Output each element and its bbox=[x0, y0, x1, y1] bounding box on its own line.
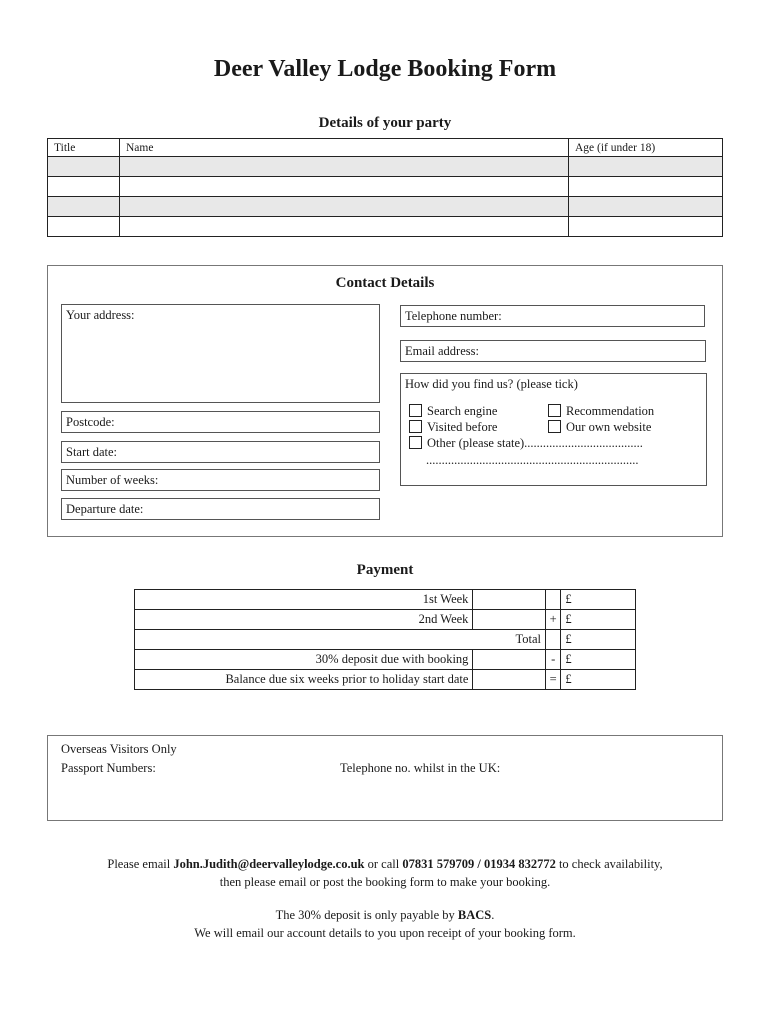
age-cell[interactable] bbox=[569, 177, 723, 197]
party-row bbox=[48, 177, 723, 197]
email-field[interactable] bbox=[400, 340, 706, 362]
name-cell[interactable] bbox=[120, 177, 569, 197]
contact-email-link[interactable]: John.Judith@deervalleylodge.co.uk bbox=[173, 857, 365, 871]
address-label: Your address: bbox=[66, 308, 135, 322]
find-us-question: How did you find us? (please tick) bbox=[405, 377, 578, 391]
payment-amount-cell[interactable] bbox=[473, 610, 546, 630]
payment-amount-cell[interactable] bbox=[473, 670, 546, 690]
title-cell[interactable] bbox=[48, 177, 120, 197]
checkbox[interactable] bbox=[409, 420, 422, 433]
option-label: Recommendation bbox=[566, 404, 655, 418]
address-field[interactable] bbox=[61, 304, 380, 403]
option-search-engine[interactable] bbox=[409, 404, 497, 419]
name-cell[interactable] bbox=[120, 157, 569, 177]
payment-row bbox=[135, 670, 636, 690]
option-other[interactable] bbox=[409, 436, 643, 451]
weeks-field[interactable] bbox=[61, 469, 380, 491]
footer-text: Please email bbox=[107, 857, 174, 871]
age-cell[interactable] bbox=[569, 217, 723, 237]
payment-operator bbox=[546, 590, 561, 610]
option-visited-before[interactable] bbox=[409, 420, 497, 435]
party-row bbox=[48, 217, 723, 237]
footer-text: The 30% deposit is only payable by bbox=[275, 908, 458, 922]
payment-label: 30% deposit due with booking bbox=[135, 650, 473, 670]
payment-label: Total bbox=[135, 630, 546, 650]
party-row bbox=[48, 197, 723, 217]
checkbox[interactable] bbox=[548, 404, 561, 417]
name-cell[interactable] bbox=[120, 197, 569, 217]
name-cell[interactable] bbox=[120, 217, 569, 237]
contact-phone: 07831 579709 / 01934 832772 bbox=[402, 857, 556, 871]
payment-operator: - bbox=[546, 650, 561, 670]
footer-text: to check availability, bbox=[555, 857, 663, 871]
passport-label[interactable]: Passport Numbers: bbox=[61, 761, 156, 775]
departure-label: Departure date: bbox=[66, 502, 144, 516]
party-heading: Details of your party bbox=[318, 115, 452, 131]
email-label: Email address: bbox=[405, 344, 479, 358]
option-label: Other (please state)...................................... bbox=[427, 436, 643, 450]
footer-line-4: We will email our account details to you upon receipt of your booking form. bbox=[194, 926, 576, 940]
start-date-label: Start date: bbox=[66, 445, 118, 459]
postcode-field[interactable] bbox=[61, 411, 380, 433]
option-label: Our own website bbox=[566, 420, 652, 434]
option-label: Search engine bbox=[427, 404, 498, 418]
col-title-header: Title bbox=[48, 139, 120, 157]
payment-label: 1st Week bbox=[135, 590, 473, 610]
footer-line-3 bbox=[0, 906, 770, 924]
payment-currency-cell[interactable]: £ bbox=[561, 630, 636, 650]
col-name-header: Name bbox=[120, 139, 569, 157]
payment-operator bbox=[546, 630, 561, 650]
payment-operator: + bbox=[546, 610, 561, 630]
start-date-field[interactable] bbox=[61, 441, 380, 463]
payment-amount-cell[interactable] bbox=[473, 650, 546, 670]
payment-currency-cell[interactable]: £ bbox=[561, 610, 636, 630]
payment-currency-cell[interactable]: £ bbox=[561, 590, 636, 610]
party-row bbox=[48, 157, 723, 177]
title-cell[interactable] bbox=[48, 157, 120, 177]
footer-text: . bbox=[491, 908, 495, 922]
payment-operator: = bbox=[546, 670, 561, 690]
footer-line-2: then please email or post the booking form to make your booking. bbox=[219, 875, 551, 889]
weeks-label: Number of weeks: bbox=[66, 473, 159, 487]
payment-heading: Payment bbox=[356, 562, 414, 578]
payment-currency-cell[interactable]: £ bbox=[561, 650, 636, 670]
checkbox[interactable] bbox=[548, 420, 561, 433]
form-title: Deer Valley Lodge Booking Form bbox=[213, 56, 557, 82]
overseas-heading: Overseas Visitors Only bbox=[61, 742, 177, 756]
title-cell[interactable] bbox=[48, 197, 120, 217]
age-cell[interactable] bbox=[569, 197, 723, 217]
checkbox[interactable] bbox=[409, 436, 422, 449]
postcode-label: Postcode: bbox=[66, 415, 115, 429]
bacs-text: BACS bbox=[457, 908, 492, 922]
payment-row bbox=[135, 590, 636, 610]
title-cell[interactable] bbox=[48, 217, 120, 237]
option-recommendation[interactable] bbox=[548, 404, 654, 419]
payment-label: 2nd Week bbox=[135, 610, 473, 630]
party-table bbox=[47, 138, 723, 237]
payment-currency-cell[interactable]: £ bbox=[561, 670, 636, 690]
party-header-row bbox=[48, 139, 723, 157]
age-cell[interactable] bbox=[569, 157, 723, 177]
departure-date-field[interactable] bbox=[61, 498, 380, 520]
payment-table bbox=[134, 589, 636, 690]
telephone-label: Telephone number: bbox=[405, 309, 502, 323]
option-label: Visited before bbox=[427, 420, 498, 434]
payment-row bbox=[135, 610, 636, 630]
footer-line-1 bbox=[0, 855, 770, 873]
checkbox[interactable] bbox=[409, 404, 422, 417]
contact-heading: Contact Details bbox=[335, 275, 435, 291]
option-own-website[interactable] bbox=[548, 420, 651, 435]
uk-phone-label[interactable]: Telephone no. whilst in the UK: bbox=[340, 761, 501, 775]
other-dotted-line[interactable]: .................................................................... bbox=[426, 453, 639, 467]
payment-row bbox=[135, 630, 636, 650]
payment-label: Balance due six weeks prior to holiday start date bbox=[135, 670, 473, 690]
footer-text: or call bbox=[364, 857, 403, 871]
payment-amount-cell[interactable] bbox=[473, 590, 546, 610]
telephone-field[interactable] bbox=[400, 305, 705, 327]
payment-row bbox=[135, 650, 636, 670]
col-age-header: Age (if under 18) bbox=[569, 139, 723, 157]
